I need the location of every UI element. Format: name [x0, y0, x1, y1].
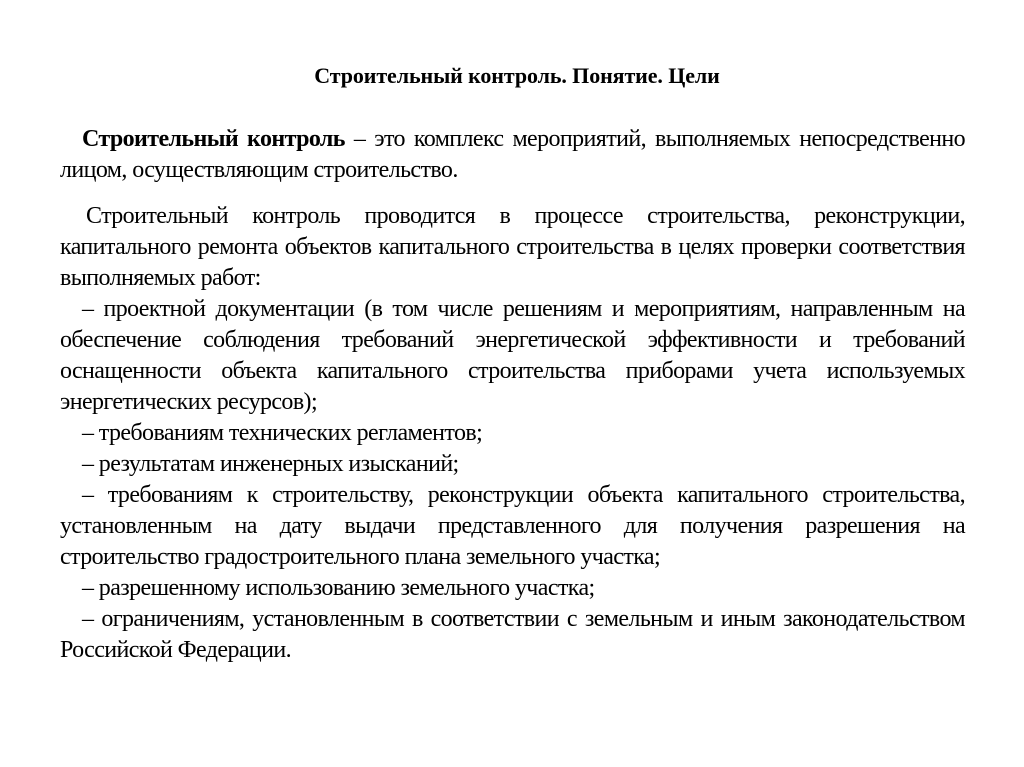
intro-text: Строительный контроль проводится в процессе строительства, реконструкции, капитального ремонта объектов капитального строительства в целях проверки соответствия выполняемых работ: — [60, 203, 965, 291]
definition-paragraph — [60, 124, 965, 186]
intro-paragraph — [60, 201, 965, 294]
list-item: – ограничениям, установленным в соответствии с земельным и иным законодательством Российской Федерации. — [60, 606, 965, 663]
list-item: – результатам инженерных изысканий; — [82, 451, 459, 477]
list-item: – разрешенному использованию земельного участка; — [82, 575, 595, 601]
list-item: – проектной документации (в том числе решениям и мероприятиям, направленным на обеспечение соблюдения требований энергетической эффективности и требований оснащенности объекта капитального строительства приборами учета используемых энергетических ресурсов); — [60, 296, 965, 415]
definition-text — [60, 124, 965, 186]
definition-term: Строительный контроль — [82, 126, 345, 152]
definition-body: – это комплекс мероприятий, выполняемых непосредственно лицом, осуществляющим строительство. — [60, 126, 966, 183]
list-item: – требованиям к строительству, реконструкции объекта капитального строительства, установленным на дату выдачи представленного для получения разрешения на строительство градостроительного плана земельного участка; — [60, 482, 965, 570]
requirements-list — [60, 294, 965, 666]
page-title: Строительный контроль. Понятие. Цели — [314, 63, 720, 88]
list-item: – требованиям технических регламентов; — [82, 420, 483, 446]
